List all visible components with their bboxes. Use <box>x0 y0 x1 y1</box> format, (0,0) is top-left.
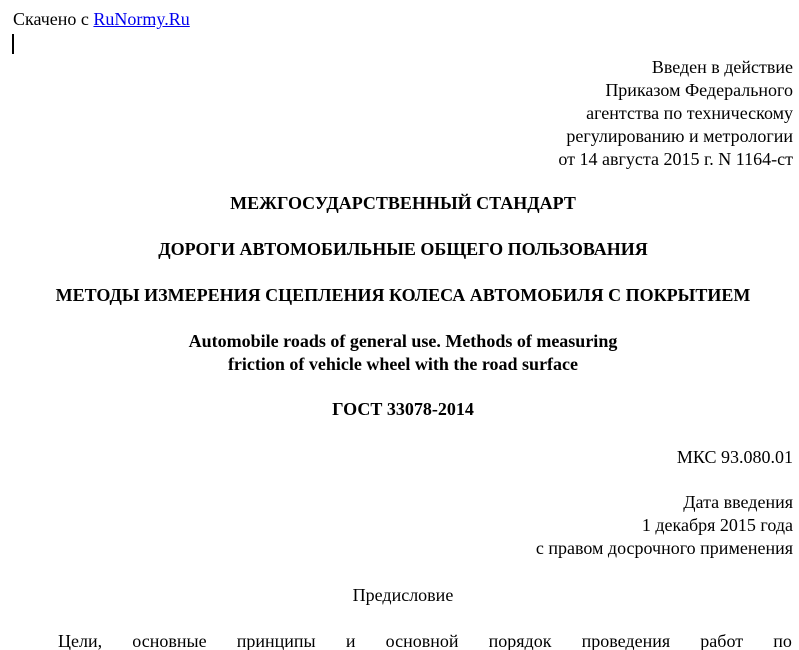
text-cursor <box>12 34 14 54</box>
effective-line: 1 декабря 2015 года <box>641 515 793 535</box>
enactment-line: от 14 августа 2015 г. N 1164-ст <box>558 149 793 169</box>
source-link[interactable]: RuNormy.Ru <box>93 9 190 29</box>
body-word: основные <box>132 631 207 650</box>
mks-code <box>677 446 793 469</box>
enactment-note <box>558 56 793 171</box>
body-word: основной <box>385 631 459 650</box>
standard-type-heading: МЕЖГОСУДАРСТВЕННЫЙ СТАНДАРТ <box>230 193 576 213</box>
preface-heading: Предисловие <box>352 585 454 605</box>
effective-line: Дата введения <box>683 492 793 512</box>
enactment-line: агентства по техническому <box>586 103 793 123</box>
body-word: порядок <box>488 631 552 650</box>
body-word: по <box>773 631 792 650</box>
source-prefix: Скачено с <box>13 9 89 29</box>
mks-line: МКС 93.080.01 <box>676 447 793 467</box>
english-title-line: Automobile roads of general use. Methods of measuring <box>188 331 618 351</box>
body-word: Цели, <box>58 631 103 650</box>
body-word: проведения <box>581 631 671 650</box>
english-title-line: friction of vehicle wheel with the road surface <box>227 354 579 374</box>
methods-heading: МЕТОДЫ ИЗМЕРЕНИЯ СЦЕПЛЕНИЯ КОЛЕСА АВТОМОБИЛЯ С ПОКРЫТИЕМ <box>55 285 751 305</box>
body-paragraph-line <box>58 630 792 650</box>
enactment-line: регулированию и метрологии <box>566 126 793 146</box>
effective-line: с правом досрочного применения <box>535 538 793 558</box>
enactment-line: Введен в действие <box>651 57 793 77</box>
body-word: принципы <box>236 631 316 650</box>
roads-heading: ДОРОГИ АВТОМОБИЛЬНЫЕ ОБЩЕГО ПОЛЬЗОВАНИЯ <box>158 239 648 259</box>
english-title <box>0 330 799 376</box>
effective-date <box>536 491 793 560</box>
body-word: работ <box>700 631 744 650</box>
source-line <box>13 8 190 31</box>
body-word: и <box>345 631 356 650</box>
gost-number: ГОСТ 33078-2014 <box>332 399 474 419</box>
enactment-line: Приказом Федерального <box>605 80 793 100</box>
